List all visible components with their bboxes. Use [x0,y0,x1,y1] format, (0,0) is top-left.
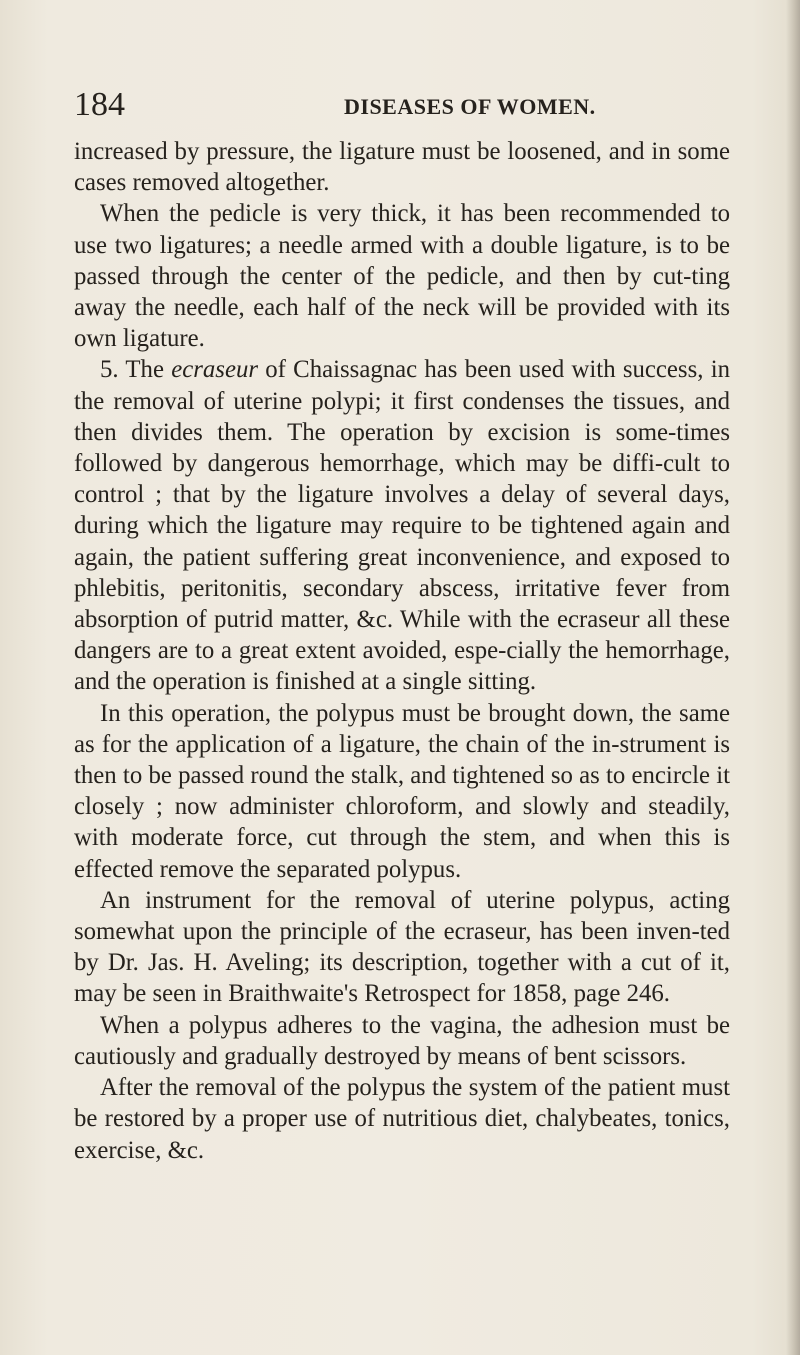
running-head: DISEASES OF WOMEN. [344,94,596,119]
paragraph-operation: In this operation, the polypus must be brought down, the same as for the application of a ligature, the chain of the in-strument is then to be passed round the stalk, and tightened so as to encircle it closely ; now administer chloroform, and slowly and steadily, with moderate force, cut through the stem, and when this is effected remove the separated polypus. [74,699,730,883]
body-text [74,136,730,1166]
paragraph-two-ligatures: When the pedicle is very thick, it has been recommended to use two ligatures; a needle armed with a double ligature, is to be passed through the center of the pedicle, and then by cut-ting away the needle, each half of the neck will be provided with its own ligature. [74,200,730,353]
page-header [74,85,734,135]
ecraseur-text: of Chaissagnac has been used with success, in the removal of uterine polypi; it first condenses the tissues, and then divides them. The operation by excision is some-times followed by dangerous hemorrhage, which may be diffi-cult to control ; that by the ligature involves a delay of several days, during which the ligature may require to be tightened again and again, the patient suffering great inconvenience, and exposed to phlebitis, peritonitis, secondary abscess, irritative fever from absorption of putrid matter, &c. While with the ecraseur all these dangers are to a great extent avoided, espe-cially the hemorrhage, and the operation is finished at a single sitting. [74,356,730,696]
page-number: 184 [74,86,125,123]
page-edge-shadow [786,0,800,1355]
paragraph-instrument: An instrument for the removal of uterine polypus, acting somewhat upon the principle of the ecraseur, has been inven-ted by Dr. Jas. H. Aveling; its description, together with a cut of it, may be seen in Braithwaite's Retrospect for 1858, page 246. [74,886,730,1008]
paragraph-adhesion: When a polypus adheres to the vagina, the adhesion must be cautiously and gradually destroyed by means of bent scissors. [74,1011,730,1070]
ecraseur-lead: 5. The [100,356,164,384]
paragraph-after-removal: After the removal of the polypus the system of the patient must be restored by a proper use of nutritious diet, chalybeates, tonics, exercise, &c. [74,1074,730,1164]
ecraseur-term: ecraseur [171,356,258,384]
paragraph-continuation: increased by pressure, the ligature must be loosened, and in some cases removed altogether. [74,138,730,197]
paragraph-ecraseur [74,354,730,697]
